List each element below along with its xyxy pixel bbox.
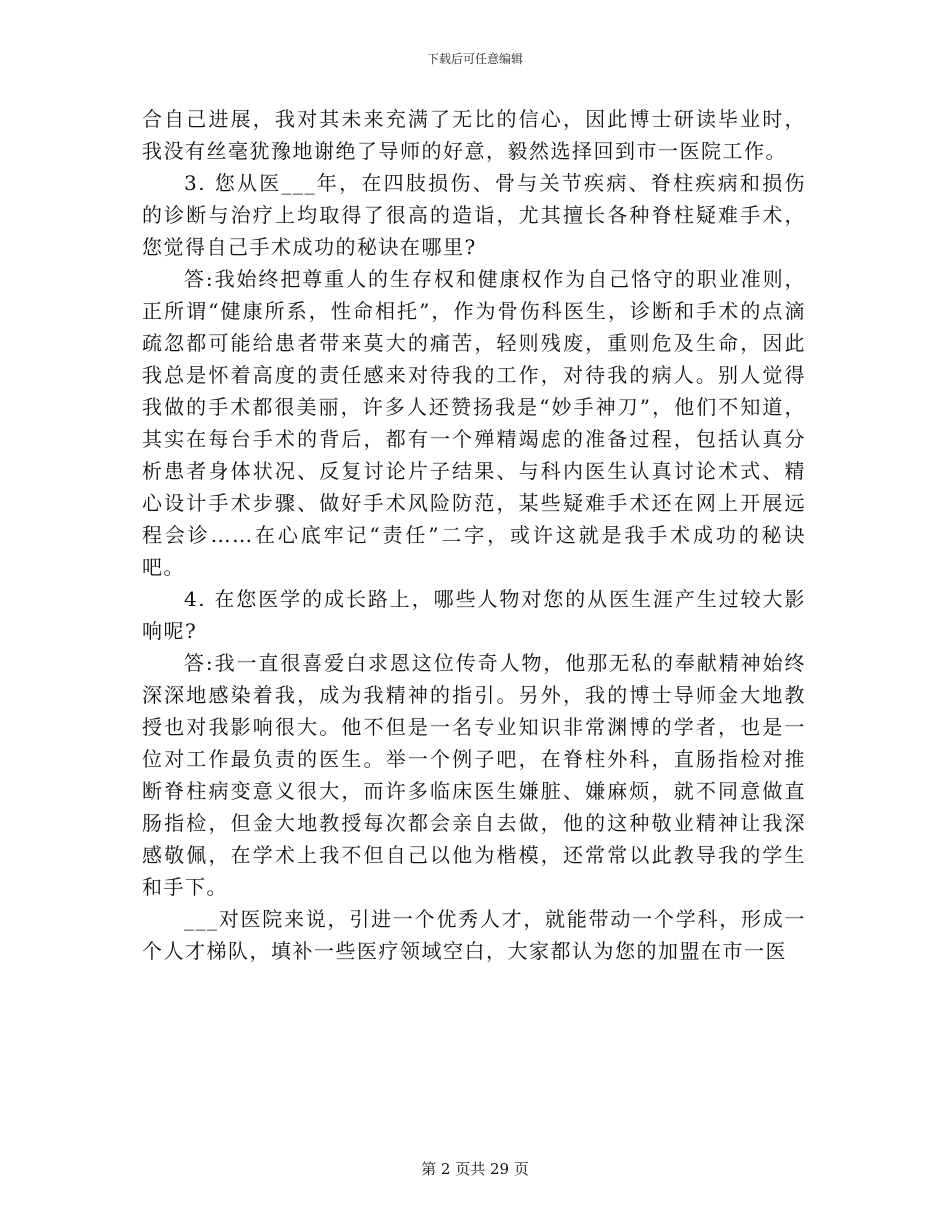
- paragraph-1: 合自己进展，我对其未来充满了无比的信心，因此博士研读毕业时，我没有丝毫犹豫地谢绝了导师的好意，毅然选择回到市一医院工作。: [142, 107, 806, 163]
- paragraph-4: 4. 在您医学的成长路上，哪些人物对您的从医生涯产生过较大影响呢?: [142, 587, 806, 643]
- page-header: 下载后可任意编辑: [426, 52, 523, 66]
- paragraph-2: 3. 您从医___年，在四肢损伤、骨与关节疾病、脊柱疾病和损伤的诊断与治疗上均取得了很高的造诣，尤其擅长各种脊柱疑难手术，您觉得自己手术成功的秘诀在哪里?: [142, 171, 806, 259]
- paragraph-5: 答:我一直很喜爱白求恩这位传奇人物，他那无私的奉献精神始终深深地感染着我，成为我精神的指引。另外，我的博士导师金大地教授也对我影响很大。他不但是一名专业知识非常渊博的学者，也是一位对工作最负责的医生。举一个例子吧，在脊柱外科，直肠指检对推断脊柱病变意义很大，而许多临床医生嫌脏、嫌麻烦，就不同意做直肠指检，但金大地教授每次都会亲自去做，他的这种敬业精神让我深感敬佩，在学术上我不但自己以他为楷模，还常常以此教导我的学生和手下。: [142, 651, 806, 899]
- paragraph-6: ___对医院来说，引进一个优秀人才，就能带动一个学科，形成一个人才梯队，填补一些医疗领域空白，大家都认为您的加盟在市一医: [142, 907, 806, 963]
- document-body: [142, 103, 806, 967]
- paragraph-3: 答:我始终把尊重人的生存权和健康权作为自己恪守的职业准则，正所谓“健康所系，性命相托”，作为骨伤科医生，诊断和手术的点滴疏忽都可能给患者带来莫大的痛苦，轻则残废，重则危及生命，因此我总是怀着高度的责任感来对待我的工作，对待我的病人。别人觉得我做的手术都很美丽，许多人还赞扬我是“妙手神刀”，他们不知道，其实在每台手术的背后，都有一个殚精竭虑的准备过程，包括认真分析患者身体状况、反复讨论片子结果、与科内医生认真讨论术式、精心设计手术步骤、做好手术风险防范，某些疑难手术还在网上开展远程会诊……在心底牢记“责任”二字，或许这就是我手术成功的秘诀吧。: [142, 267, 806, 579]
- page-footer: 第 2 页共 29 页: [421, 1160, 529, 1178]
